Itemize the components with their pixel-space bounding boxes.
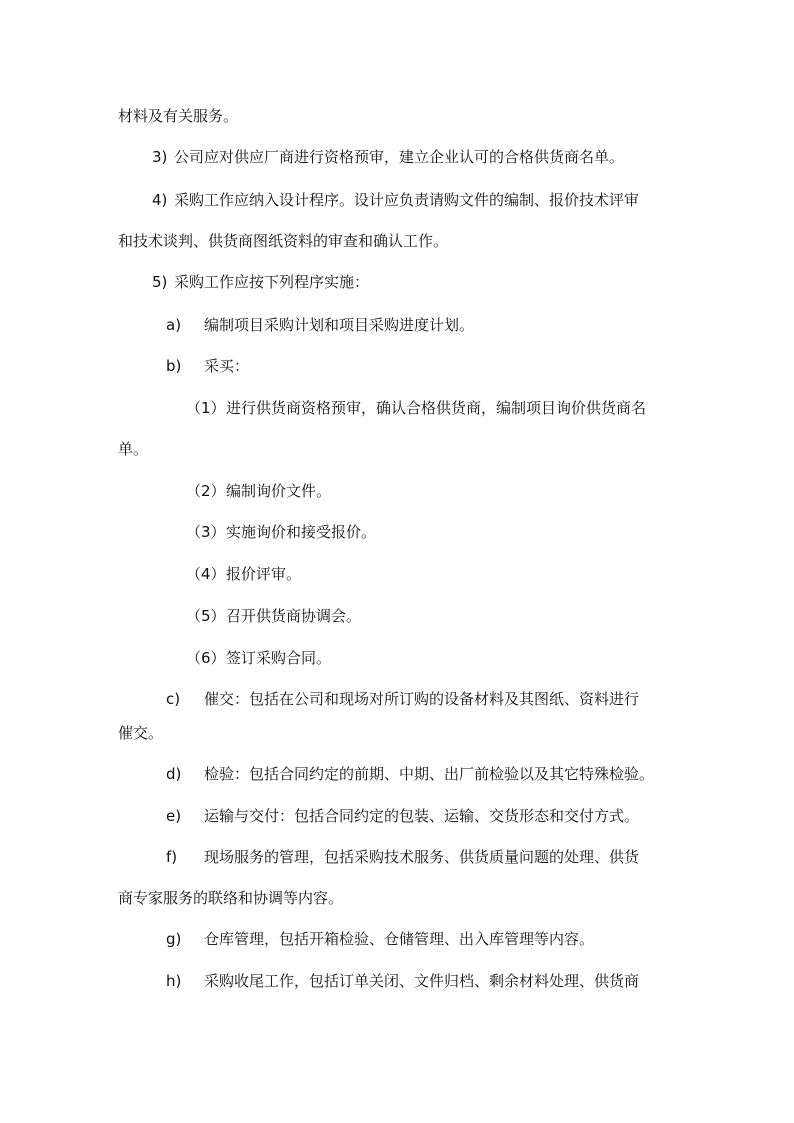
list-item <box>152 272 369 292</box>
list-item <box>166 764 654 784</box>
line-text: 召开供货商协调会。 <box>226 607 362 625</box>
line-text: 采购收尾工作，包括订单关闭、文件归档、剩余材料处理、供货商 <box>204 972 640 990</box>
list-marker: b) <box>166 357 182 375</box>
line-text: 报价评审。 <box>226 565 302 583</box>
list-marker: a) <box>166 316 182 334</box>
list-item <box>186 606 361 626</box>
list-marker: （1） <box>186 399 226 417</box>
paragraph-line <box>118 888 343 908</box>
line-text: 现场服务的管理，包括采购技术服务、供货质量问题的处理、供货 <box>204 848 640 866</box>
list-marker: f) <box>166 848 178 866</box>
list-marker: 3) <box>152 148 168 166</box>
line-text: 采购工作应纳入设计程序。设计应负责请购文件的编制、报价技术评审 <box>174 191 640 209</box>
line-text: 运输与交付：包括合同约定的包装、运输、交货形态和交付方式。 <box>204 807 640 825</box>
list-marker: 5) <box>152 273 168 291</box>
list-item <box>186 522 376 542</box>
list-item <box>166 971 639 991</box>
line-text: 仓库管理，包括开箱检验、仓储管理、出入库管理等内容。 <box>204 930 595 948</box>
list-marker: g) <box>166 930 182 948</box>
list-item <box>186 564 301 584</box>
line-text: 采买： <box>204 357 250 375</box>
list-marker: （3） <box>186 523 226 541</box>
list-item <box>166 806 639 826</box>
line-text: 单。 <box>118 440 149 458</box>
list-item <box>166 315 474 335</box>
paragraph-line <box>118 723 163 743</box>
list-marker: （4） <box>186 565 226 583</box>
list-marker: （5） <box>186 607 226 625</box>
list-marker: 4) <box>152 191 168 209</box>
line-text: 材料及有关服务。 <box>118 107 239 125</box>
list-item <box>186 398 646 418</box>
list-item <box>166 356 249 376</box>
line-text: 进行供货商资格预审，确认合格供货商，编制项目询价供货商名 <box>226 399 647 417</box>
line-text: 催交。 <box>118 724 164 742</box>
list-item <box>166 929 594 949</box>
list-marker: d) <box>166 765 182 783</box>
paragraph-line <box>118 231 448 251</box>
line-text: 检验：包括合同约定的前期、中期、出厂前检验以及其它特殊检验。 <box>204 765 655 783</box>
list-item <box>166 847 639 867</box>
line-text: 编制项目采购计划和项目采购进度计划。 <box>204 316 475 334</box>
line-text: 签订采购合同。 <box>226 649 332 667</box>
line-text: 实施询价和接受报价。 <box>226 523 377 541</box>
list-item <box>152 190 639 210</box>
list-marker: （6） <box>186 649 226 667</box>
line-text: 和技术谈判、供货商图纸资料的审查和确认工作。 <box>118 232 449 250</box>
paragraph-line <box>118 439 148 459</box>
list-marker: c) <box>166 690 181 708</box>
list-marker: （2） <box>186 482 226 500</box>
list-item <box>186 481 331 501</box>
list-marker: e) <box>166 807 182 825</box>
list-item <box>166 689 639 709</box>
list-marker: h) <box>166 972 182 990</box>
paragraph-line <box>118 106 238 126</box>
line-text: 商专家服务的联络和协调等内容。 <box>118 889 344 907</box>
line-text: 采购工作应按下列程序实施： <box>174 273 370 291</box>
line-text: 公司应对供应厂商进行资格预审，建立企业认可的合格供货商名单。 <box>174 148 625 166</box>
list-item <box>152 147 624 167</box>
list-item <box>186 648 331 668</box>
line-text: 编制询价文件。 <box>226 482 332 500</box>
line-text: 催交：包括在公司和现场对所订购的设备材料及其图纸、资料进行 <box>204 690 640 708</box>
